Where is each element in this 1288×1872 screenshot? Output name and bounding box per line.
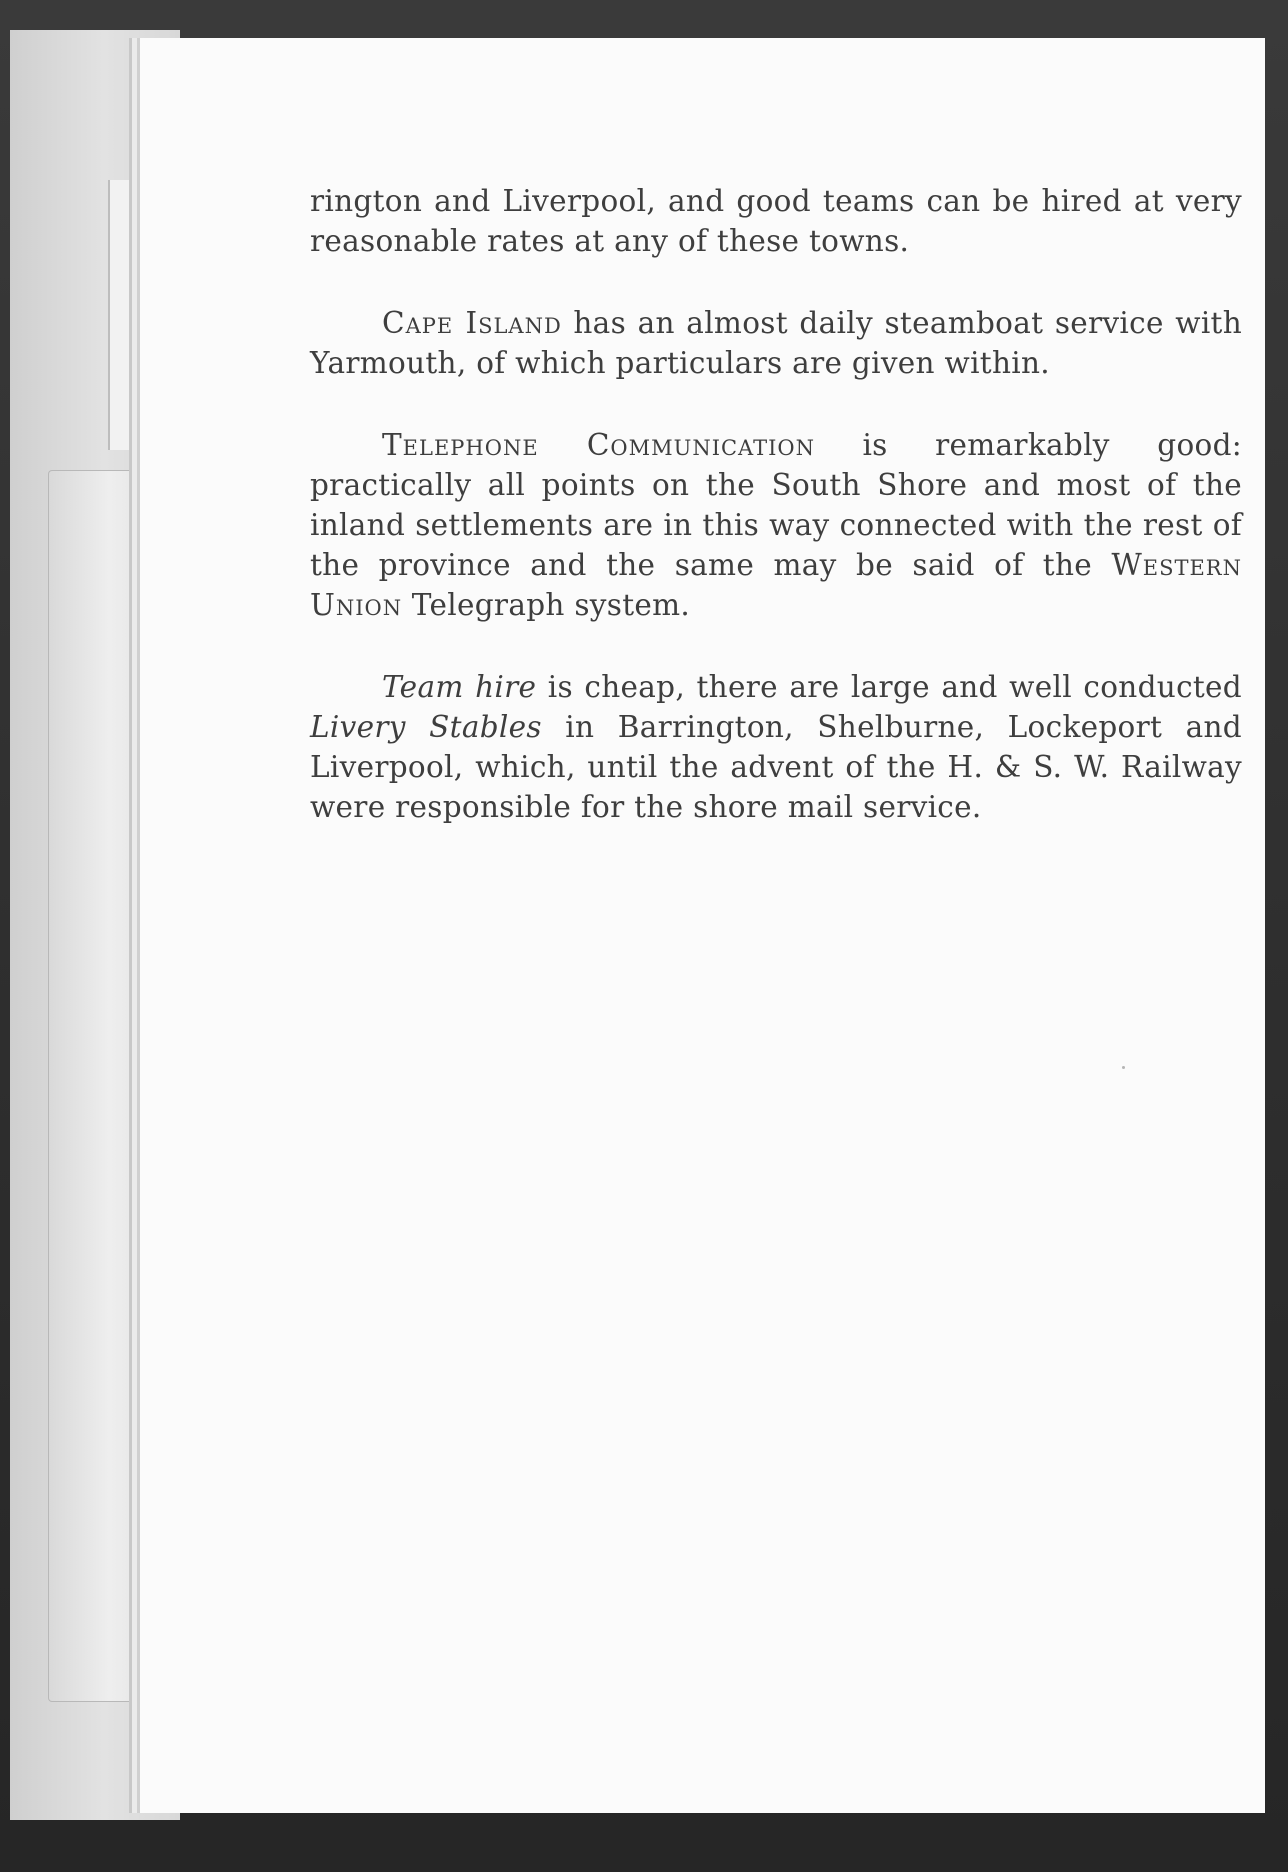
text-run: is cheap, there are large and well conducted [536, 670, 1242, 704]
paragraph-4 [310, 667, 1242, 827]
page-text [310, 181, 1242, 869]
text-run: Telegraph system. [402, 588, 691, 622]
text-run: rington and Liverpool, and good teams can be hired at very reasonable rates at any of these towns. [310, 184, 1242, 258]
text-run: Team hire [382, 670, 537, 704]
paper-speck [1122, 1066, 1125, 1069]
text-run: Western Union [310, 548, 1242, 622]
text-run: is remarkably good: practically all points on the South Shore and most of the inland settlements are in this way connected with the rest of the province and the same may be said of the [310, 428, 1242, 582]
text-run: Cape Island [382, 306, 562, 340]
inserted-slip-edge [48, 470, 150, 1702]
paragraph-1 [310, 181, 1242, 261]
text-run: has an almost daily steamboat service with Yarmouth, of which particulars are given within. [310, 306, 1243, 380]
text-run: in Barrington, Shelburne, Lockeport and Liverpool, which, until the advent of the H. & S. W. Railway were responsible for the shore mail service. [310, 710, 1242, 824]
paragraph-3 [310, 425, 1242, 625]
text-run: Livery Stables [310, 710, 542, 744]
paragraph-2 [310, 303, 1242, 383]
text-run: Telephone Communication [382, 428, 815, 462]
book-page [140, 38, 1265, 1813]
